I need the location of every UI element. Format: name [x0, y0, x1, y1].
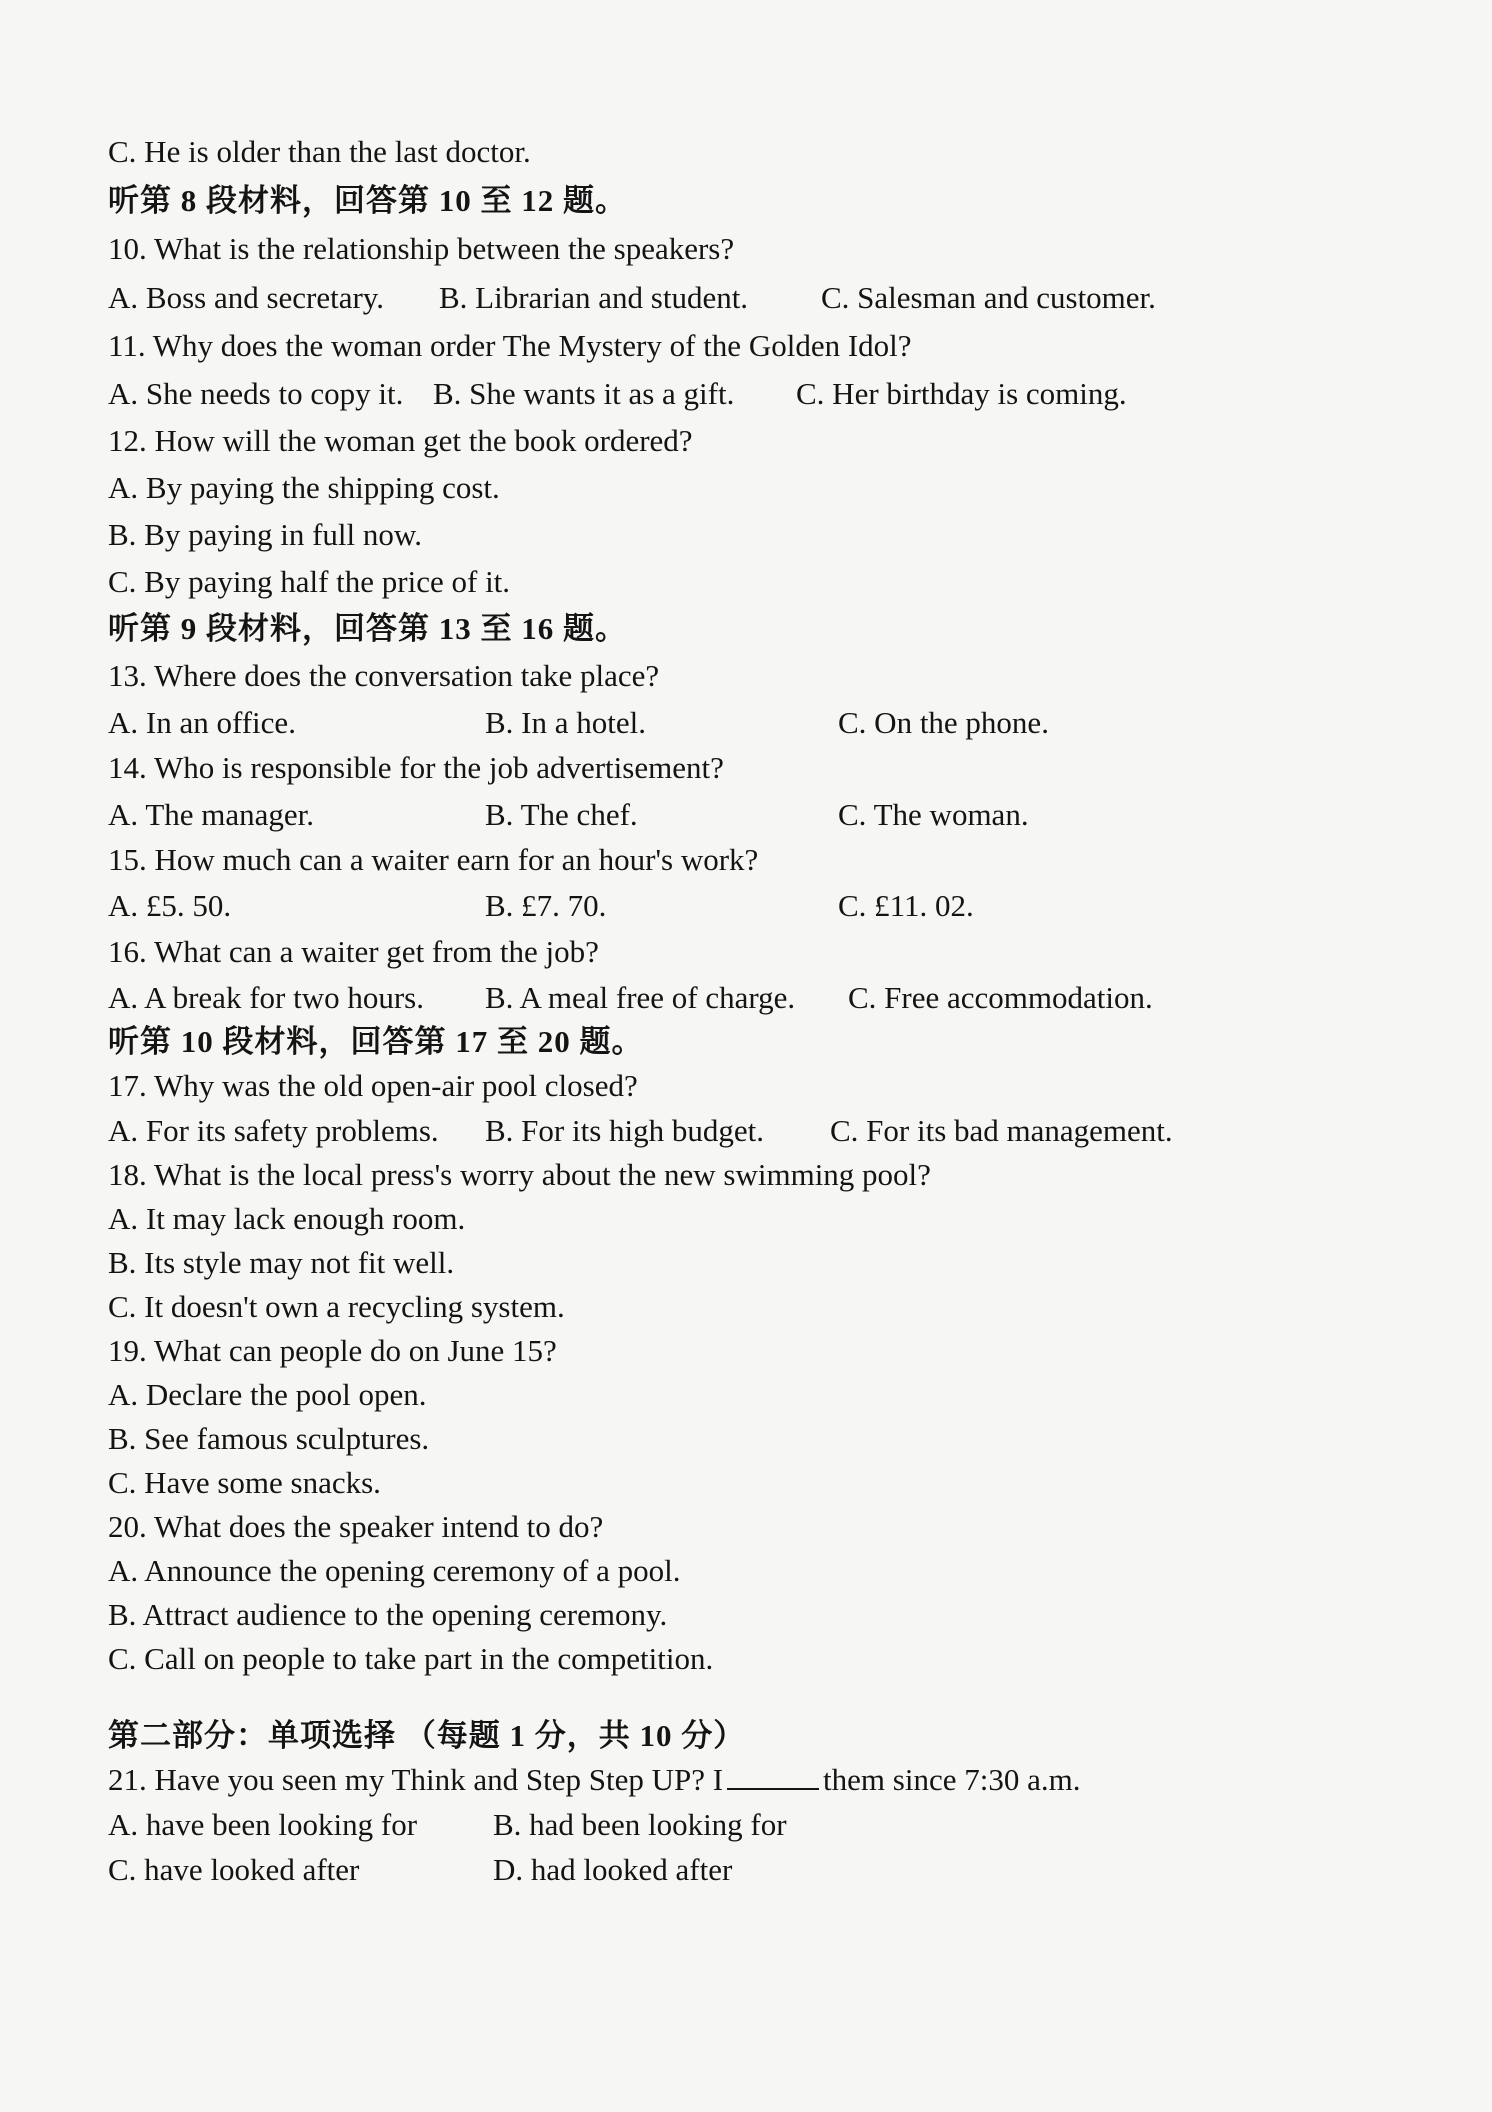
options-14 — [108, 795, 1408, 835]
options-13 — [108, 703, 1408, 743]
option-b: B. Librarian and student. — [439, 280, 749, 315]
question-21-tail: them since 7:30 a.m. — [823, 1762, 1081, 1797]
option-a: A. A break for two hours. — [108, 980, 424, 1015]
section-instruction-9: 听第 9 段材料，回答第 13 至 16 题。 — [108, 611, 627, 646]
option-c: C. It doesn't own a recycling system. — [108, 1289, 565, 1324]
option-a: A. She needs to copy it. — [108, 376, 404, 411]
option-a: A. By paying the shipping cost. — [108, 470, 500, 505]
option-a: A. have been looking for — [108, 1807, 418, 1842]
section-instruction-10: 听第 10 段材料，回答第 17 至 20 题。 — [108, 1024, 644, 1059]
option-c: C. Have some snacks. — [108, 1465, 381, 1500]
option-a: A. For its safety problems. — [108, 1113, 439, 1148]
option-b: B. £7. 70. — [485, 888, 607, 923]
question-14: 14. Who is responsible for the job advertisement? — [108, 750, 724, 785]
question-18: 18. What is the local press's worry about the new swimming pool? — [108, 1157, 931, 1192]
question-10: 10. What is the relationship between the speakers? — [108, 231, 735, 266]
option-b: B. had been looking for — [493, 1807, 787, 1842]
option-c: C. Free accommodation. — [848, 980, 1153, 1015]
question-20: 20. What does the speaker intend to do? — [108, 1509, 604, 1544]
option-c: C. have looked after — [108, 1852, 360, 1887]
option-a: A. The manager. — [108, 797, 315, 832]
option-c: C. For its bad management. — [830, 1113, 1173, 1148]
option-a: A. £5. 50. — [108, 888, 232, 923]
question-13: 13. Where does the conversation take place? — [108, 658, 660, 693]
question-21-text: 21. Have you seen my Think and Step Step UP? I — [108, 1762, 724, 1797]
question-12: 12. How will the woman get the book ordered? — [108, 423, 693, 458]
option-c: C. Her birthday is coming. — [796, 376, 1127, 411]
options-21-row1 — [108, 1805, 1408, 1845]
option-a: A. Announce the opening ceremony of a pool. — [108, 1553, 681, 1588]
option-b: B. Attract audience to the opening ceremony. — [108, 1597, 668, 1632]
options-15 — [108, 886, 1408, 926]
option-d: D. had looked after — [493, 1852, 733, 1887]
option-b: B. In a hotel. — [485, 705, 646, 740]
option-a: A. It may lack enough room. — [108, 1201, 466, 1236]
question-15: 15. How much can a waiter earn for an hour's work? — [108, 842, 759, 877]
question-17: 17. Why was the old open-air pool closed? — [108, 1068, 638, 1103]
option-b: B. The chef. — [485, 797, 638, 832]
option-a: A. In an office. — [108, 705, 296, 740]
question-19: 19. What can people do on June 15? — [108, 1333, 557, 1368]
option-b: B. She wants it as a gift. — [433, 376, 735, 411]
options-21-row2 — [108, 1850, 1408, 1890]
part-two-heading: 第二部分：单项选择 （每题 1 分，共 10 分） — [108, 1718, 746, 1753]
option-b: B. A meal free of charge. — [485, 980, 796, 1015]
question-16: 16. What can a waiter get from the job? — [108, 934, 599, 969]
question-21 — [108, 1760, 1080, 1800]
option-b: B. See famous sculptures. — [108, 1421, 430, 1456]
option-c: C. £11. 02. — [838, 888, 974, 923]
option-b: B. Its style may not fit well. — [108, 1245, 455, 1280]
option-c: C. By paying half the price of it. — [108, 564, 511, 599]
options-16 — [108, 978, 1408, 1018]
option-c: C. The woman. — [838, 797, 1029, 832]
option-a: A. Declare the pool open. — [108, 1377, 427, 1412]
options-10 — [108, 278, 1408, 318]
option-a: A. Boss and secretary. — [108, 280, 385, 315]
option-c: C. Call on people to take part in the competition. — [108, 1641, 714, 1676]
option-c: C. On the phone. — [838, 705, 1049, 740]
options-11 — [108, 374, 1408, 414]
question-11: 11. Why does the woman order The Mystery of the Golden Idol? — [108, 328, 912, 363]
answer-blank — [727, 1764, 819, 1790]
option-c: C. Salesman and customer. — [821, 280, 1156, 315]
options-17 — [108, 1111, 1408, 1151]
option-b: B. For its high budget. — [485, 1113, 765, 1148]
option-b: B. By paying in full now. — [108, 517, 423, 552]
section-instruction-8: 听第 8 段材料，回答第 10 至 12 题。 — [108, 183, 627, 218]
option-c-previous: C. He is older than the last doctor. — [108, 134, 531, 169]
